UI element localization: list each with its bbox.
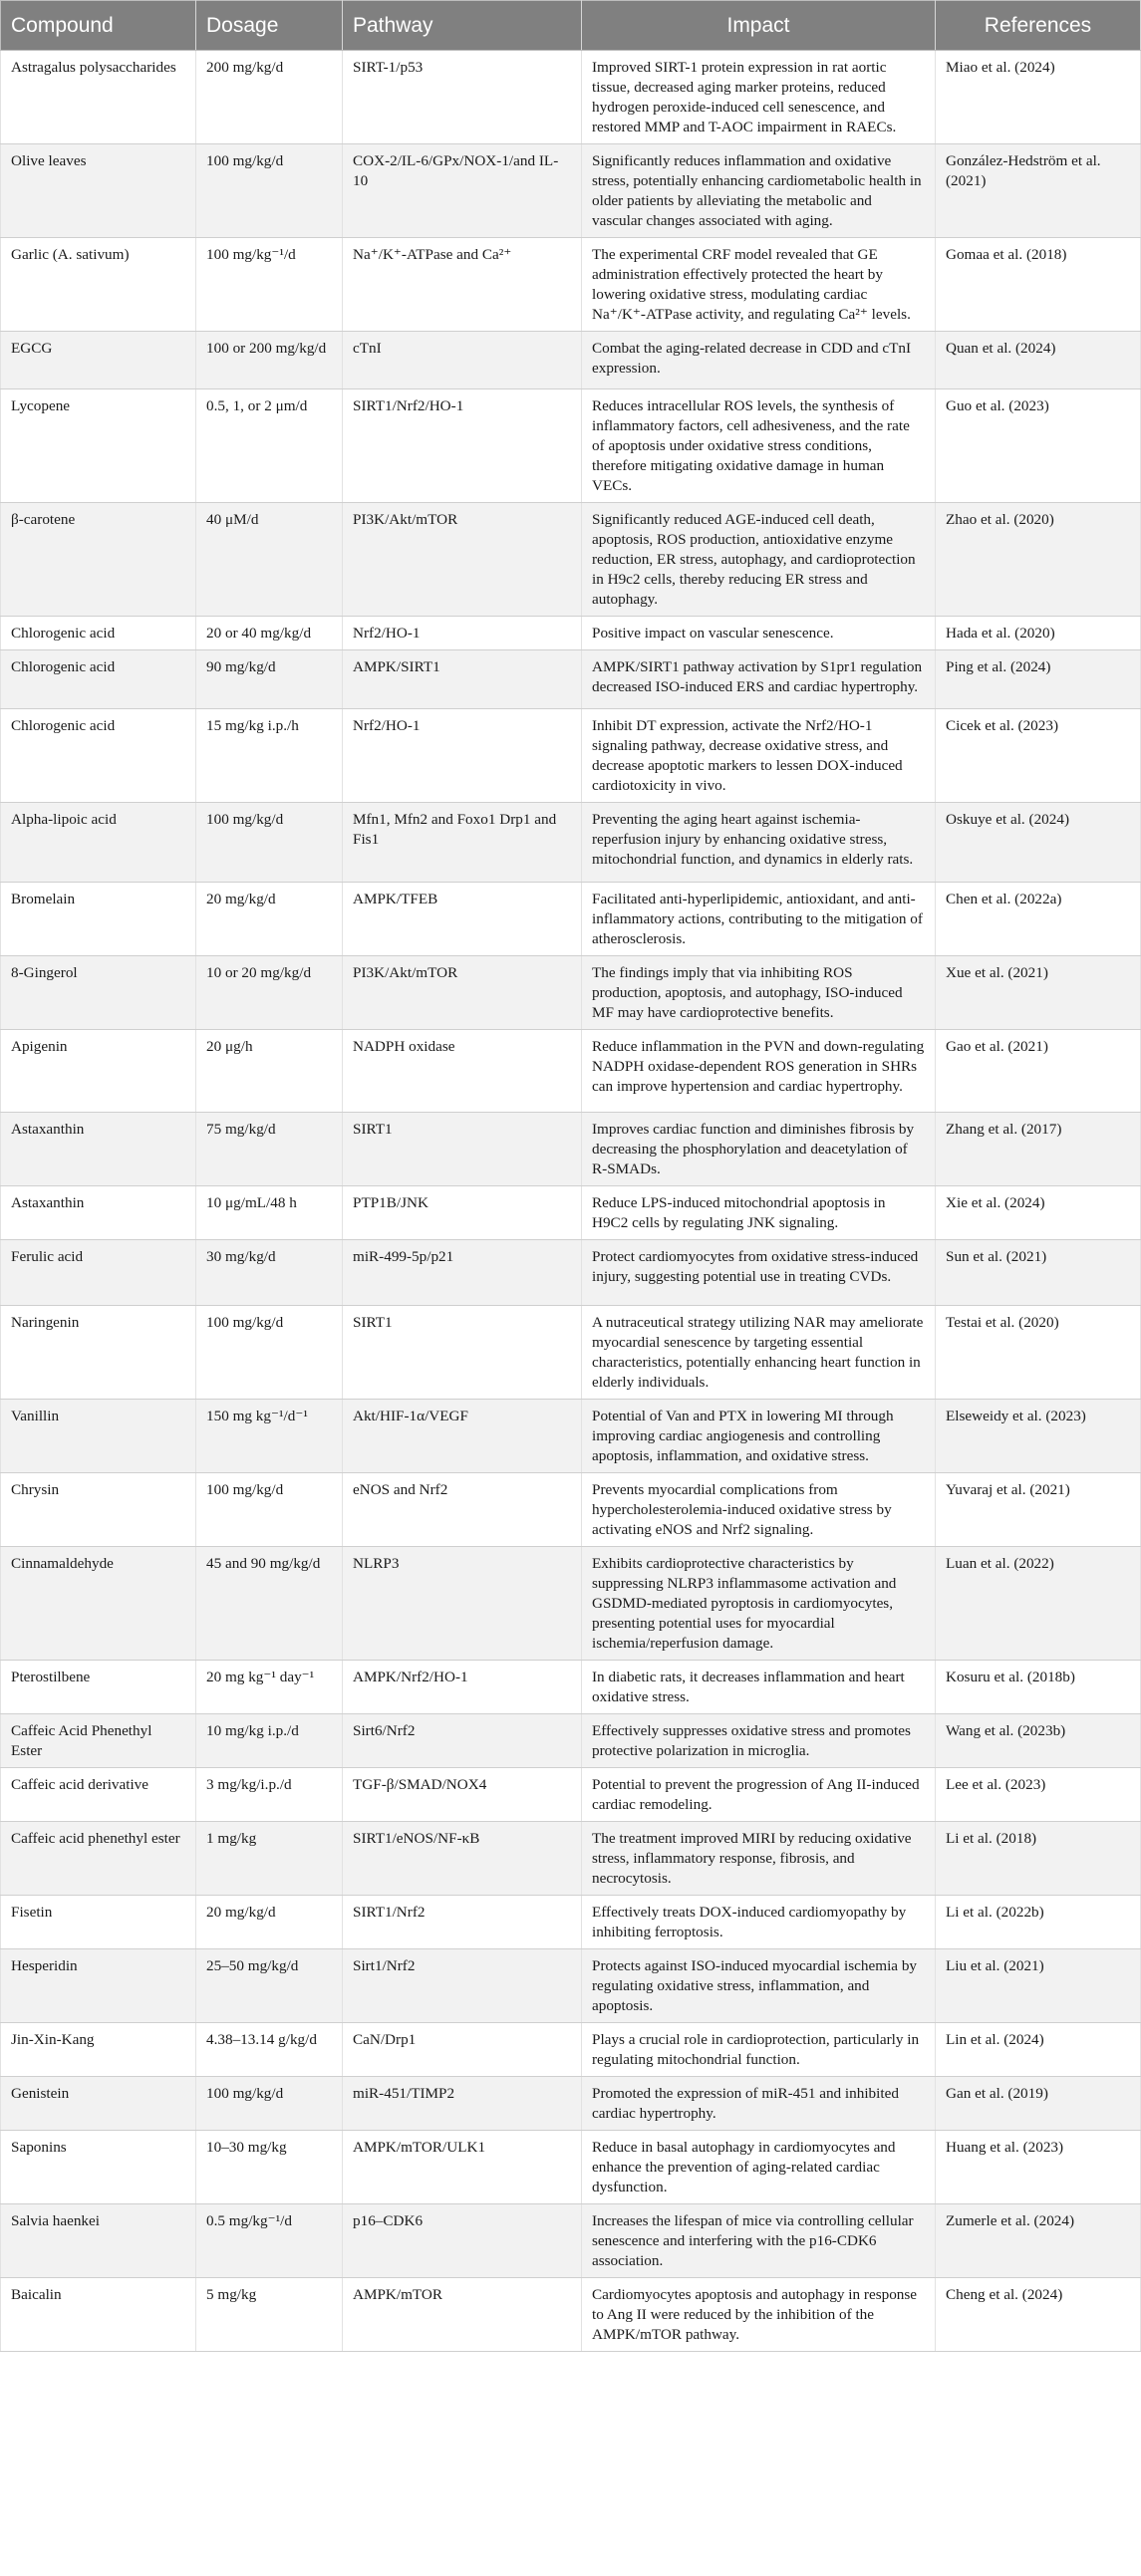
pathway-cell: Nrf2/HO-1	[343, 709, 582, 803]
table-row	[1, 51, 1141, 144]
reference-cell: Zhang et al. (2017)	[936, 1113, 1141, 1186]
dosage-cell: 20 mg/kg/d	[196, 1896, 343, 1949]
impact-cell: Facilitated anti-hyperlipidemic, antioxidant, and anti-inflammatory actions, contributing to the mitigation of atherosclerosis.	[582, 883, 936, 956]
compound-cell: Alpha-lipoic acid	[1, 803, 196, 883]
dosage-cell: 75 mg/kg/d	[196, 1113, 343, 1186]
table-row	[1, 2278, 1141, 2352]
table-row	[1, 1547, 1141, 1661]
impact-cell: Inhibit DT expression, activate the Nrf2/HO-1 signaling pathway, decrease oxidative stress, and decrease apoptotic markers to lessen DOX-induced cardiotoxicity in vivo.	[582, 709, 936, 803]
table-row	[1, 2023, 1141, 2077]
pathway-cell: AMPK/TFEB	[343, 883, 582, 956]
header-pathway: Pathway	[343, 1, 582, 51]
impact-cell: Reduce LPS-induced mitochondrial apoptosis in H9C2 cells by regulating JNK signaling.	[582, 1186, 936, 1240]
pathway-cell: miR-451/TIMP2	[343, 2077, 582, 2131]
pathway-cell: SIRT1/Nrf2/HO-1	[343, 389, 582, 503]
compound-cell: Caffeic acid phenethyl ester	[1, 1822, 196, 1896]
pathway-cell: NADPH oxidase	[343, 1030, 582, 1113]
table-row	[1, 956, 1141, 1030]
dosage-cell: 200 mg/kg/d	[196, 51, 343, 144]
table-row	[1, 1714, 1141, 1768]
pathway-cell: SIRT1	[343, 1113, 582, 1186]
compound-cell: Pterostilbene	[1, 1661, 196, 1714]
table-row	[1, 1822, 1141, 1896]
compound-cell: Vanillin	[1, 1400, 196, 1473]
reference-cell: Guo et al. (2023)	[936, 389, 1141, 503]
dosage-cell: 10 mg/kg i.p./d	[196, 1714, 343, 1768]
impact-cell: Reduces intracellular ROS levels, the synthesis of inflammatory factors, cell adhesiveness, and the rate of apoptosis under oxidative stress conditions, therefore mitigating oxidative damage in human VECs.	[582, 389, 936, 503]
pathway-cell: Mfn1, Mfn2 and Foxo1 Drp1 and Fis1	[343, 803, 582, 883]
dosage-cell: 10–30 mg/kg	[196, 2131, 343, 2204]
compound-cell: Chlorogenic acid	[1, 650, 196, 709]
impact-cell: Potential of Van and PTX in lowering MI through improving cardiac angiogenesis and controlling apoptosis, inflammation, and oxidative stress.	[582, 1400, 936, 1473]
reference-cell: Huang et al. (2023)	[936, 2131, 1141, 2204]
table-row	[1, 883, 1141, 956]
dosage-cell: 0.5 mg/kg⁻¹/d	[196, 2204, 343, 2278]
dosage-cell: 40 μM/d	[196, 503, 343, 617]
table-row	[1, 1661, 1141, 1714]
compound-cell: Astaxanthin	[1, 1113, 196, 1186]
pathway-cell: TGF-β/SMAD/NOX4	[343, 1768, 582, 1822]
compound-cell: Caffeic acid derivative	[1, 1768, 196, 1822]
dosage-cell: 100 mg/kg/d	[196, 803, 343, 883]
compound-cell: Chlorogenic acid	[1, 617, 196, 650]
reference-cell: Wang et al. (2023b)	[936, 1714, 1141, 1768]
pathway-cell: Nrf2/HO-1	[343, 617, 582, 650]
dosage-cell: 10 μg/mL/48 h	[196, 1186, 343, 1240]
pathway-cell: SIRT1/eNOS/NF-κB	[343, 1822, 582, 1896]
dosage-cell: 1 mg/kg	[196, 1822, 343, 1896]
dosage-cell: 20 mg/kg/d	[196, 883, 343, 956]
impact-cell: Significantly reduces inflammation and oxidative stress, potentially enhancing cardiometabolic health in older patients by alleviating the metabolic and vascular changes associated with aging.	[582, 144, 936, 238]
reference-cell: Kosuru et al. (2018b)	[936, 1661, 1141, 1714]
table-row	[1, 238, 1141, 332]
impact-cell: Reduce inflammation in the PVN and down-regulating NADPH oxidase-dependent ROS generation in SHRs can improve hypertension and cardiac hypertrophy.	[582, 1030, 936, 1113]
reference-cell: Hada et al. (2020)	[936, 617, 1141, 650]
pathway-cell: SIRT-1/p53	[343, 51, 582, 144]
dosage-cell: 100 mg/kg/d	[196, 1306, 343, 1400]
compound-cell: Cinnamaldehyde	[1, 1547, 196, 1661]
dosage-cell: 20 or 40 mg/kg/d	[196, 617, 343, 650]
compound-cell: Olive leaves	[1, 144, 196, 238]
impact-cell: Exhibits cardioprotective characteristics by suppressing NLRP3 inflammasome activation and GSDMD-mediated pyroptosis in cardiomyocytes, presenting potential uses for myocardial ischemia/reperfusion damage.	[582, 1547, 936, 1661]
impact-cell: Plays a crucial role in cardioprotection, particularly in regulating mitochondrial function.	[582, 2023, 936, 2077]
reference-cell: Quan et al. (2024)	[936, 332, 1141, 389]
table-row	[1, 803, 1141, 883]
impact-cell: Improves cardiac function and diminishes fibrosis by decreasing the phosphorylation and deacetylation of R-SMADs.	[582, 1113, 936, 1186]
reference-cell: González-Hedström et al. (2021)	[936, 144, 1141, 238]
dosage-cell: 20 mg kg⁻¹ day⁻¹	[196, 1661, 343, 1714]
pathway-cell: NLRP3	[343, 1547, 582, 1661]
reference-cell: Xue et al. (2021)	[936, 956, 1141, 1030]
dosage-cell: 20 μg/h	[196, 1030, 343, 1113]
dosage-cell: 25–50 mg/kg/d	[196, 1949, 343, 2023]
table-row	[1, 2204, 1141, 2278]
reference-cell: Yuvaraj et al. (2021)	[936, 1473, 1141, 1547]
compound-cell: 8-Gingerol	[1, 956, 196, 1030]
impact-cell: Positive impact on vascular senescence.	[582, 617, 936, 650]
reference-cell: Elseweidy et al. (2023)	[936, 1400, 1141, 1473]
table-row	[1, 1030, 1141, 1113]
compound-cell: Saponins	[1, 2131, 196, 2204]
dosage-cell: 100 mg/kg⁻¹/d	[196, 238, 343, 332]
table-row	[1, 2077, 1141, 2131]
reference-cell: Lin et al. (2024)	[936, 2023, 1141, 2077]
impact-cell: Improved SIRT-1 protein expression in rat aortic tissue, decreased aging marker proteins, reduced hydrogen peroxide-induced cell senescence, and restored MMP and T-AOC impairment in RAECs.	[582, 51, 936, 144]
pathway-cell: PI3K/Akt/mTOR	[343, 956, 582, 1030]
impact-cell: Cardiomyocytes apoptosis and autophagy in response to Ang II were reduced by the inhibition of the AMPK/mTOR pathway.	[582, 2278, 936, 2352]
dosage-cell: 45 and 90 mg/kg/d	[196, 1547, 343, 1661]
table-row	[1, 650, 1141, 709]
compound-cell: Naringenin	[1, 1306, 196, 1400]
header-row	[1, 1, 1141, 51]
reference-cell: Li et al. (2022b)	[936, 1896, 1141, 1949]
pathway-cell: AMPK/Nrf2/HO-1	[343, 1661, 582, 1714]
dosage-cell: 15 mg/kg i.p./h	[196, 709, 343, 803]
dosage-cell: 10 or 20 mg/kg/d	[196, 956, 343, 1030]
header-dosage: Dosage	[196, 1, 343, 51]
dosage-cell: 100 or 200 mg/kg/d	[196, 332, 343, 389]
reference-cell: Cicek et al. (2023)	[936, 709, 1141, 803]
impact-cell: Protects against ISO-induced myocardial ischemia by regulating oxidative stress, inflammation, and apoptosis.	[582, 1949, 936, 2023]
reference-cell: Liu et al. (2021)	[936, 1949, 1141, 2023]
pathway-cell: Akt/HIF-1α/VEGF	[343, 1400, 582, 1473]
dosage-cell: 150 mg kg⁻¹/d⁻¹	[196, 1400, 343, 1473]
reference-cell: Chen et al. (2022a)	[936, 883, 1141, 956]
reference-cell: Sun et al. (2021)	[936, 1240, 1141, 1306]
pathway-cell: Na⁺/K⁺-ATPase and Ca²⁺	[343, 238, 582, 332]
reference-cell: Oskuye et al. (2024)	[936, 803, 1141, 883]
compound-cell: Bromelain	[1, 883, 196, 956]
reference-cell: Lee et al. (2023)	[936, 1768, 1141, 1822]
dosage-cell: 100 mg/kg/d	[196, 2077, 343, 2131]
reference-cell: Zhao et al. (2020)	[936, 503, 1141, 617]
table-row	[1, 1186, 1141, 1240]
dosage-cell: 100 mg/kg/d	[196, 144, 343, 238]
compound-cell: Caffeic Acid Phenethyl Ester	[1, 1714, 196, 1768]
compound-cell: Genistein	[1, 2077, 196, 2131]
compound-cell: Salvia haenkei	[1, 2204, 196, 2278]
header-compound: Compound	[1, 1, 196, 51]
compound-cell: Ferulic acid	[1, 1240, 196, 1306]
dosage-cell: 0.5, 1, or 2 μm/d	[196, 389, 343, 503]
reference-cell: Gomaa et al. (2018)	[936, 238, 1141, 332]
dosage-cell: 90 mg/kg/d	[196, 650, 343, 709]
reference-cell: Gan et al. (2019)	[936, 2077, 1141, 2131]
table-row	[1, 1240, 1141, 1306]
impact-cell: Effectively suppresses oxidative stress and promotes protective polarization in microglia.	[582, 1714, 936, 1768]
pathway-cell: PTP1B/JNK	[343, 1186, 582, 1240]
impact-cell: AMPK/SIRT1 pathway activation by S1pr1 regulation decreased ISO-induced ERS and cardiac hypertrophy.	[582, 650, 936, 709]
table-body	[1, 51, 1141, 2352]
pathway-cell: CaN/Drp1	[343, 2023, 582, 2077]
table-row	[1, 1306, 1141, 1400]
impact-cell: Preventing the aging heart against ischemia-reperfusion injury by enhancing oxidative stress, mitochondrial function, and dynamics in elderly rats.	[582, 803, 936, 883]
table-row	[1, 1949, 1141, 2023]
impact-cell: Potential to prevent the progression of Ang II-induced cardiac remodeling.	[582, 1768, 936, 1822]
table-row	[1, 617, 1141, 650]
compound-cell: Astragalus polysaccharides	[1, 51, 196, 144]
reference-cell: Li et al. (2018)	[936, 1822, 1141, 1896]
impact-cell: Combat the aging-related decrease in CDD and cTnI expression.	[582, 332, 936, 389]
compound-cell: β-carotene	[1, 503, 196, 617]
impact-cell: In diabetic rats, it decreases inflammation and heart oxidative stress.	[582, 1661, 936, 1714]
table-row	[1, 503, 1141, 617]
compound-cell: Baicalin	[1, 2278, 196, 2352]
reference-cell: Ping et al. (2024)	[936, 650, 1141, 709]
pathway-cell: Sirt6/Nrf2	[343, 1714, 582, 1768]
dosage-cell: 4.38–13.14 g/kg/d	[196, 2023, 343, 2077]
impact-cell: The treatment improved MIRI by reducing oxidative stress, inflammatory response, fibrosis, and necrocytosis.	[582, 1822, 936, 1896]
impact-cell: The findings imply that via inhibiting ROS production, apoptosis, and autophagy, ISO-induced MF may have cardioprotective benefits.	[582, 956, 936, 1030]
pathway-cell: AMPK/mTOR	[343, 2278, 582, 2352]
reference-cell: Miao et al. (2024)	[936, 51, 1141, 144]
dosage-cell: 100 mg/kg/d	[196, 1473, 343, 1547]
table-row	[1, 1473, 1141, 1547]
table-row	[1, 1400, 1141, 1473]
impact-cell: Promoted the expression of miR-451 and inhibited cardiac hypertrophy.	[582, 2077, 936, 2131]
dosage-cell: 3 mg/kg/i.p./d	[196, 1768, 343, 1822]
table-header	[1, 1, 1141, 51]
compound-cell: Hesperidin	[1, 1949, 196, 2023]
compound-cell: Lycopene	[1, 389, 196, 503]
reference-cell: Cheng et al. (2024)	[936, 2278, 1141, 2352]
table-row	[1, 332, 1141, 389]
table-row	[1, 2131, 1141, 2204]
table-row	[1, 709, 1141, 803]
impact-cell: Reduce in basal autophagy in cardiomyocytes and enhance the prevention of aging-related cardiac dysfunction.	[582, 2131, 936, 2204]
reference-cell: Testai et al. (2020)	[936, 1306, 1141, 1400]
pathway-cell: p16–CDK6	[343, 2204, 582, 2278]
table-row	[1, 144, 1141, 238]
pathway-cell: miR-499-5p/p21	[343, 1240, 582, 1306]
impact-cell: Protect cardiomyocytes from oxidative stress-induced injury, suggesting potential use in treating CVDs.	[582, 1240, 936, 1306]
table-row	[1, 1896, 1141, 1949]
compound-cell: EGCG	[1, 332, 196, 389]
reference-cell: Xie et al. (2024)	[936, 1186, 1141, 1240]
compound-cell: Garlic (A. sativum)	[1, 238, 196, 332]
table-row	[1, 1113, 1141, 1186]
impact-cell: Significantly reduced AGE-induced cell death, apoptosis, ROS production, antioxidative enzyme reduction, ER stress, autophagy, and cardioprotection in H9c2 cells, thereby reducing ER stress and autophagy.	[582, 503, 936, 617]
dosage-cell: 5 mg/kg	[196, 2278, 343, 2352]
pathway-cell: eNOS and Nrf2	[343, 1473, 582, 1547]
reference-cell: Gao et al. (2021)	[936, 1030, 1141, 1113]
pathway-cell: cTnI	[343, 332, 582, 389]
compound-cell: Astaxanthin	[1, 1186, 196, 1240]
impact-cell: Effectively treats DOX-induced cardiomyopathy by inhibiting ferroptosis.	[582, 1896, 936, 1949]
pathway-cell: SIRT1	[343, 1306, 582, 1400]
table-row	[1, 1768, 1141, 1822]
impact-cell: The experimental CRF model revealed that GE administration effectively protected the heart by lowering oxidative stress, modulating cardiac Na⁺/K⁺-ATPase activity, and regulating Ca²⁺ levels.	[582, 238, 936, 332]
reference-cell: Zumerle et al. (2024)	[936, 2204, 1141, 2278]
compound-cell: Chrysin	[1, 1473, 196, 1547]
header-impact: Impact	[582, 1, 936, 51]
compound-cell: Chlorogenic acid	[1, 709, 196, 803]
impact-cell: Prevents myocardial complications from hypercholesterolemia-induced oxidative stress by activating eNOS and Nrf2 signaling.	[582, 1473, 936, 1547]
pathway-cell: COX-2/IL-6/GPx/NOX-1/and IL-10	[343, 144, 582, 238]
impact-cell: A nutraceutical strategy utilizing NAR may ameliorate myocardial senescence by targeting essential characteristics, potentially enhancing heart function in elderly individuals.	[582, 1306, 936, 1400]
pathway-cell: Sirt1/Nrf2	[343, 1949, 582, 2023]
compound-cell: Jin-Xin-Kang	[1, 2023, 196, 2077]
pathway-cell: SIRT1/Nrf2	[343, 1896, 582, 1949]
dosage-cell: 30 mg/kg/d	[196, 1240, 343, 1306]
header-references: References	[936, 1, 1141, 51]
compound-cell: Fisetin	[1, 1896, 196, 1949]
pathway-cell: AMPK/SIRT1	[343, 650, 582, 709]
pathway-cell: AMPK/mTOR/ULK1	[343, 2131, 582, 2204]
compound-cell: Apigenin	[1, 1030, 196, 1113]
pathway-cell: PI3K/Akt/mTOR	[343, 503, 582, 617]
impact-cell: Increases the lifespan of mice via controlling cellular senescence and interfering with the p16-CDK6 association.	[582, 2204, 936, 2278]
reference-cell: Luan et al. (2022)	[936, 1547, 1141, 1661]
table-row	[1, 389, 1141, 503]
